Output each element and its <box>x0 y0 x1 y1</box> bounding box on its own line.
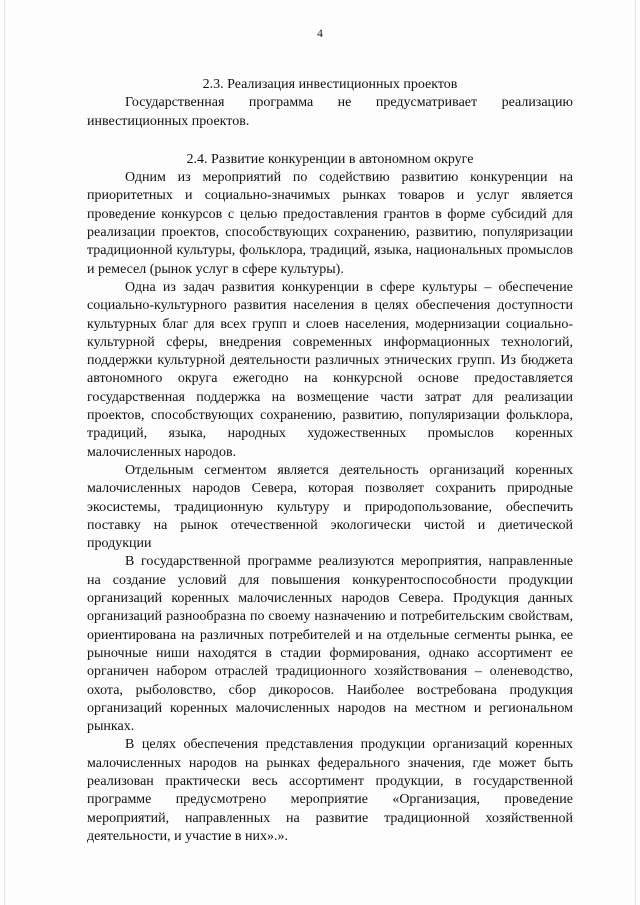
paragraph: В целях обеспечения представления продукции организаций коренных малочисленных народов на рынках федерального значения, где может быть реализован практически весь ассортимент продукции, в государственной программе предусмотрено мероприятие «Организация, проведение мероприятий, направленных на развитие традиционной хозяйственной деятельности, и участие в них».». <box>87 737 573 844</box>
paragraph: Одним из мероприятий по содействию развитию конкуренции на приоритетных и социально-значимых рынках товаров и услуг является проведение конкурсов с целью предоставления грантов в форме субсидий для реализации проектов, способствующих сохранению, развитию, популяризации традиционной культуры, фольклора, традиций, языка, национальных промыслов и ремесел (рынок услуг в сфере культуры). <box>87 170 573 277</box>
paragraph: Одна из задач развития конкуренции в сфере культуры – обеспечение социально-культурного развития населения в целях обеспечения доступности культурных благ для всех групп и слоев населения, модернизации социально-культурной сферы, внедрения современных информационных технологий, поддержки культурной деятельности различных этнических групп. Из бюджета автономного округа ежегодно на конкурсной основе предоставляется государственная поддержка на возмещение части затрат для реализации проектов, способствующих сохранению, развитию, популяризации фольклора, традиций, языка, народных художественных промыслов коренных малочисленных народов. <box>87 279 573 460</box>
page-number: 4 <box>317 28 323 40</box>
scan-edge-left <box>4 0 5 905</box>
document-body <box>87 76 573 846</box>
section-heading: 2.4. Развитие конкуренции в автономном округе <box>186 151 474 167</box>
section-investment-projects <box>87 76 573 131</box>
paragraph: В государственной программе реализуются мероприятия, направленные на создание условий для повышения конкурентоспособности продукции организаций коренных малочисленных народов Севера. Продукция данных организаций разнообразна по своему назначению и потребительским свойствам, ориентирована на различных потребителей и на отдельные сегменты рынка, ее рыночные ниши находятся в стадии формирования, однако ассортимент ее органичен набором отраслей традиционного хозяйствования – оленеводство, охота, рыболовство, сбор дикоросов. Наиболее востребована продукция организаций коренных малочисленных народов на местном и региональном рынках. <box>87 554 573 735</box>
paragraph: Государственная программа не предусматривает реализацию инвестиционных проектов. <box>87 95 573 129</box>
scan-edge-right <box>635 0 636 905</box>
paragraph: Отдельным сегментом является деятельность организаций коренных малочисленных народов Севера, которая позволяет сохранить природные экосистемы, традиционную культуру и природопользование, обеспечить поставку на рынок отечественной экологически чистой и диетической продукции <box>87 462 573 552</box>
section-competition-development <box>87 151 573 846</box>
section-heading: 2.3. Реализация инвестиционных проектов <box>202 77 458 92</box>
section-spacer <box>87 131 573 151</box>
